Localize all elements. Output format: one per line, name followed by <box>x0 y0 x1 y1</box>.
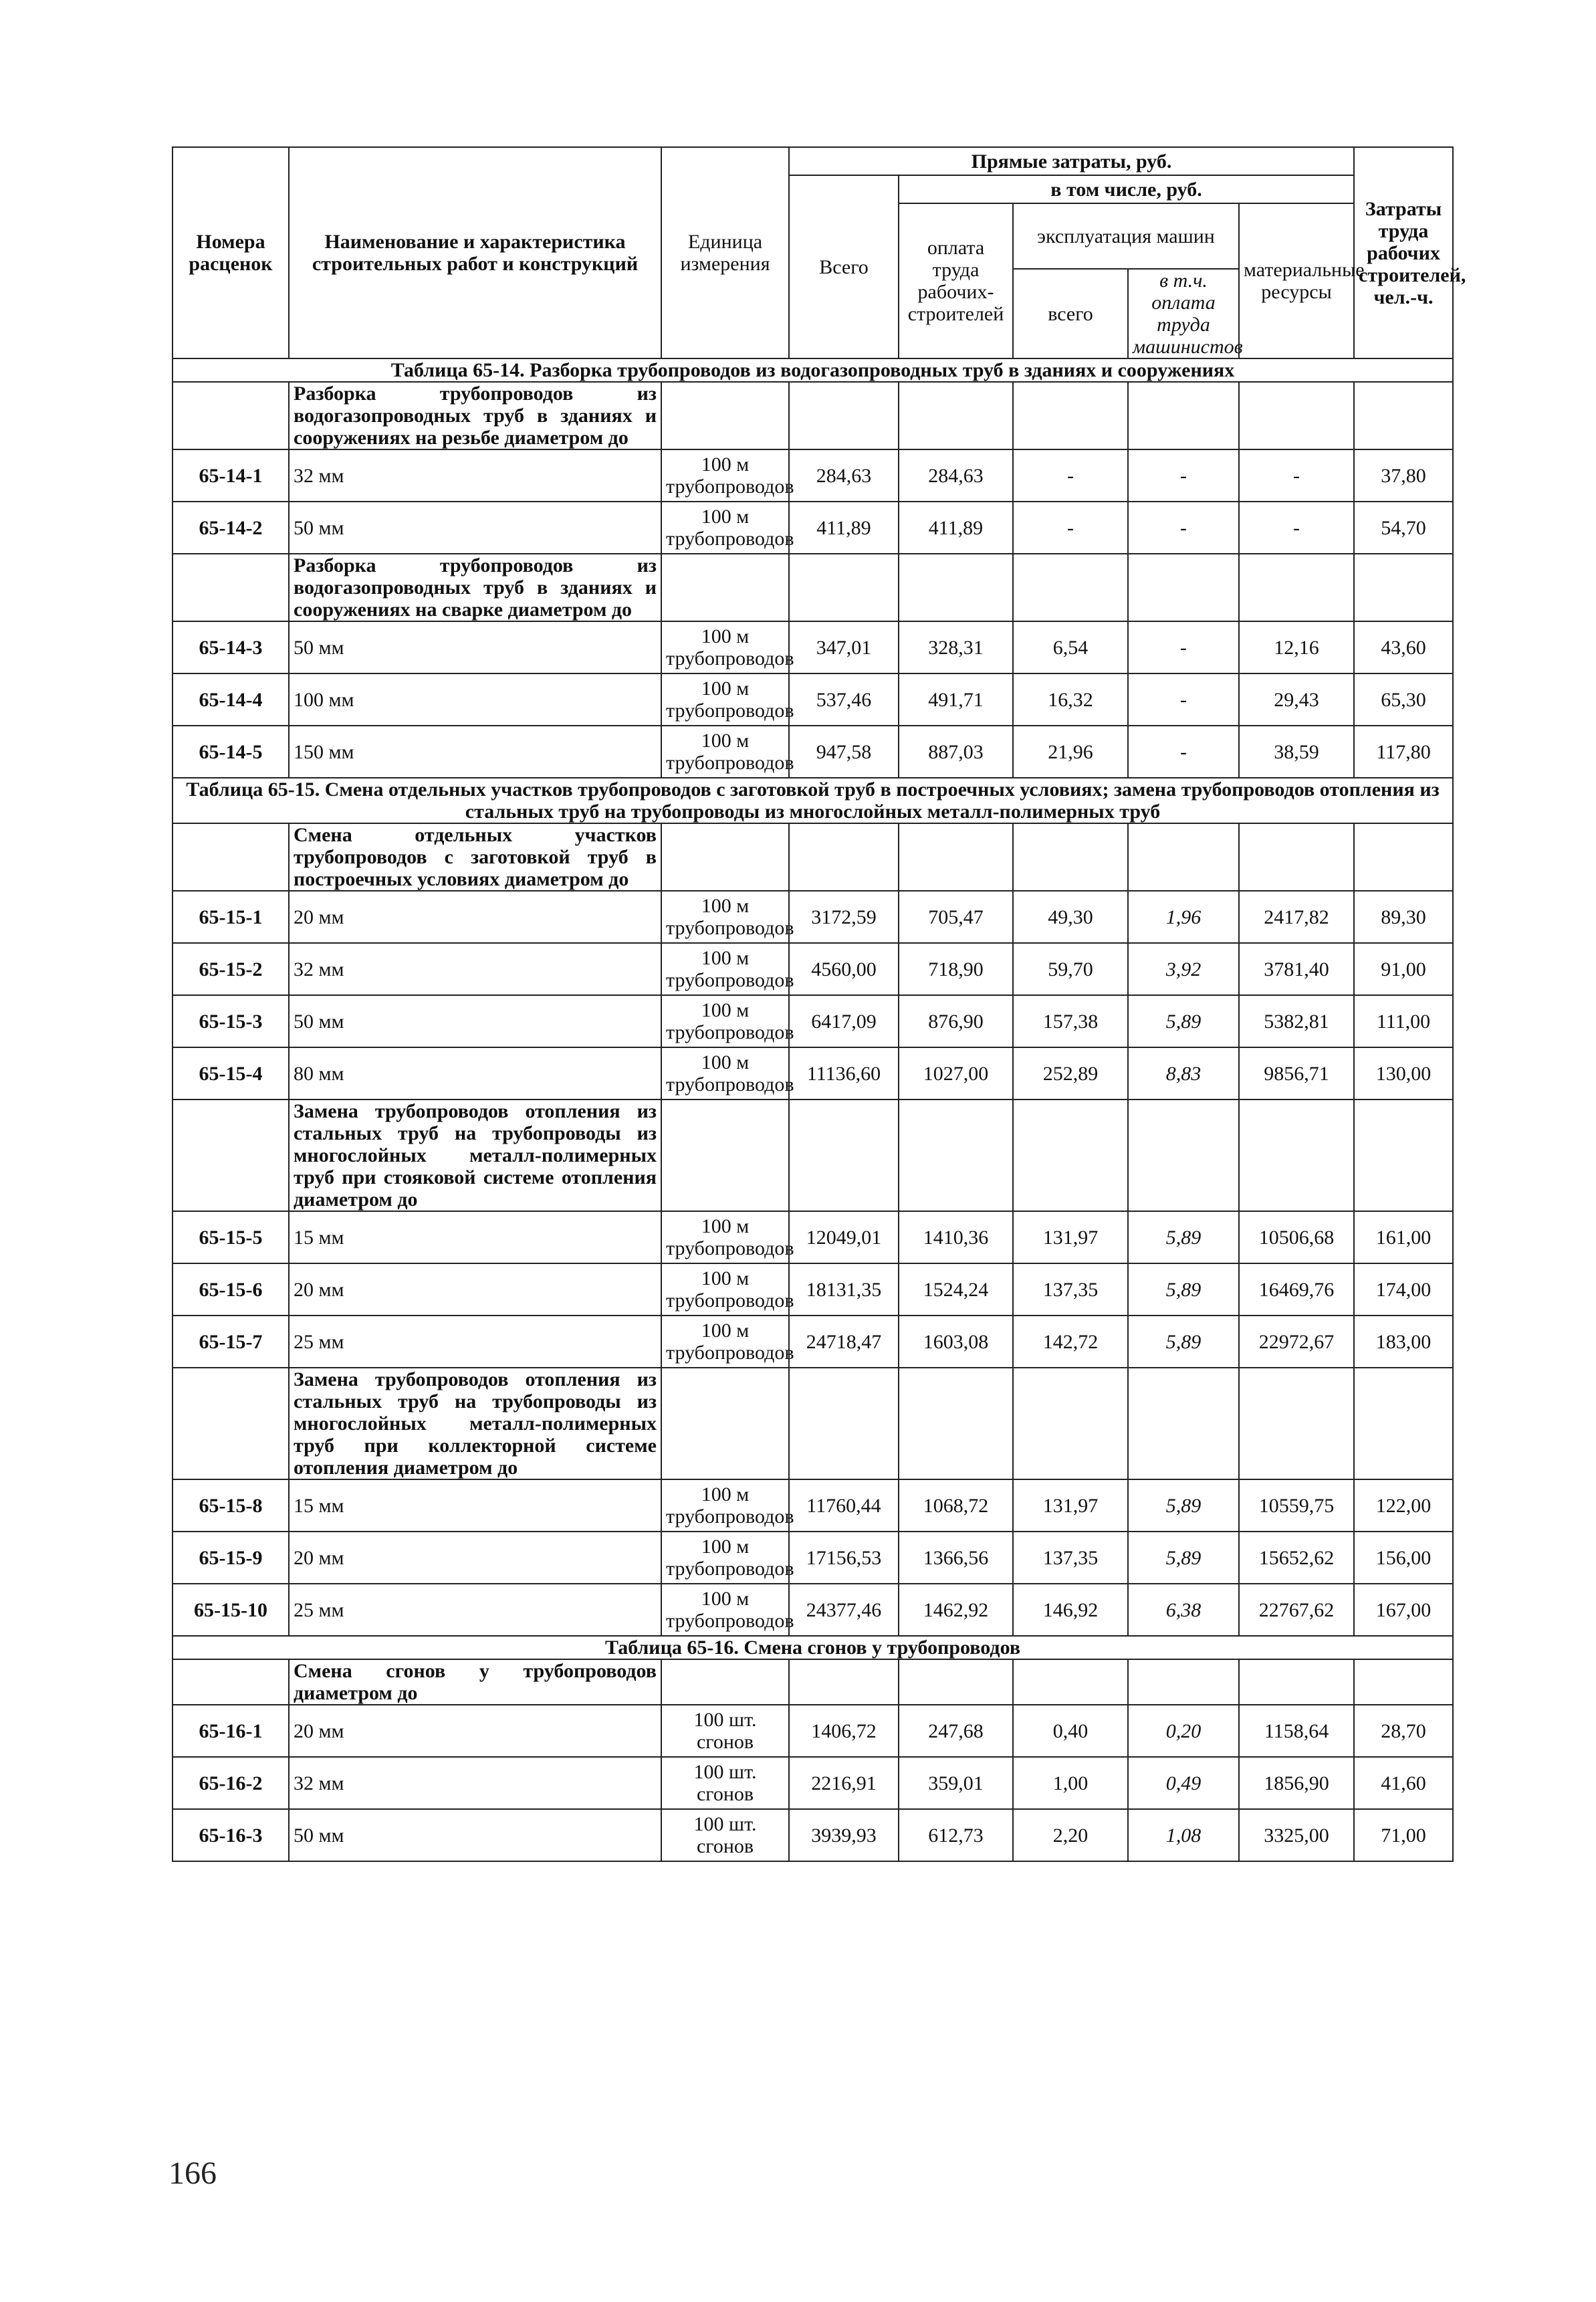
empty-cell <box>1239 823 1354 891</box>
empty-cell <box>1128 1368 1239 1479</box>
cost-total: 947,58 <box>789 726 899 778</box>
cost-materials: 3781,40 <box>1239 943 1354 995</box>
table-row <box>173 1263 1453 1316</box>
rate-code: 65-14-2 <box>173 502 289 554</box>
table-body <box>173 358 1453 1861</box>
table-row <box>173 1316 1453 1368</box>
table-row <box>173 1705 1453 1757</box>
cost-materials: 1158,64 <box>1239 1705 1354 1757</box>
unit-of-measure: 100 м трубопроводов <box>661 1479 789 1532</box>
work-name: 32 мм <box>289 1757 661 1809</box>
cost-wages: 1462,92 <box>899 1584 1013 1636</box>
rate-code: 65-15-8 <box>173 1479 289 1532</box>
table-row <box>173 673 1453 726</box>
work-name: 25 мм <box>289 1316 661 1368</box>
table-row <box>173 1809 1453 1861</box>
cost-total: 3172,59 <box>789 891 899 943</box>
work-name: 32 мм <box>289 449 661 502</box>
labor-hours: 111,00 <box>1354 995 1453 1047</box>
empty-cell <box>1013 823 1128 891</box>
header-code: Номера расценок <box>173 147 289 358</box>
group-heading-row <box>173 1659 1453 1705</box>
empty-cell <box>1239 1659 1354 1705</box>
cost-materials: 1856,90 <box>1239 1757 1354 1809</box>
table-row <box>173 943 1453 995</box>
cost-total: 11136,60 <box>789 1047 899 1100</box>
empty-cell <box>173 554 289 621</box>
cost-total: 411,89 <box>789 502 899 554</box>
cost-machine-wages: - <box>1128 621 1239 673</box>
section-title-row <box>173 358 1453 382</box>
unit-of-measure: 100 м трубопроводов <box>661 1211 789 1263</box>
labor-hours: 71,00 <box>1354 1809 1453 1861</box>
empty-cell <box>661 1100 789 1211</box>
rate-code: 65-15-5 <box>173 1211 289 1263</box>
empty-cell <box>1013 1100 1128 1211</box>
cost-materials: 16469,76 <box>1239 1263 1354 1316</box>
cost-total: 1406,72 <box>789 1705 899 1757</box>
group-heading: Разборка трубопроводов из водогазопроводных труб в зданиях и сооружениях на резьбе диаметром до <box>289 382 661 449</box>
section-title-row <box>173 778 1453 823</box>
table-row <box>173 449 1453 502</box>
rate-code: 65-15-6 <box>173 1263 289 1316</box>
empty-cell <box>789 823 899 891</box>
header-total: Всего <box>789 175 899 358</box>
work-name: 15 мм <box>289 1211 661 1263</box>
empty-cell <box>899 823 1013 891</box>
work-name: 150 мм <box>289 726 661 778</box>
unit-of-measure: 100 м трубопроводов <box>661 1047 789 1100</box>
cost-wages: 1410,36 <box>899 1211 1013 1263</box>
empty-cell <box>173 382 289 449</box>
empty-cell <box>789 382 899 449</box>
cost-machine-wages: 5,89 <box>1128 1479 1239 1532</box>
cost-wages: 1027,00 <box>899 1047 1013 1100</box>
cost-machine-wages: 5,89 <box>1128 1211 1239 1263</box>
cost-wages: 876,90 <box>899 995 1013 1047</box>
cost-machine: 1,00 <box>1013 1757 1128 1809</box>
group-heading-row <box>173 1100 1453 1211</box>
empty-cell <box>899 554 1013 621</box>
cost-machine-wages: 1,08 <box>1128 1809 1239 1861</box>
cost-materials: 12,16 <box>1239 621 1354 673</box>
cost-total: 24718,47 <box>789 1316 899 1368</box>
work-name: 50 мм <box>289 995 661 1047</box>
cost-wages: 1366,56 <box>899 1532 1013 1584</box>
unit-of-measure: 100 шт. сгонов <box>661 1757 789 1809</box>
cost-machine: 49,30 <box>1013 891 1128 943</box>
cost-machine-wages: 5,89 <box>1128 995 1239 1047</box>
cost-wages: 491,71 <box>899 673 1013 726</box>
empty-cell <box>1354 382 1453 449</box>
cost-total: 2216,91 <box>789 1757 899 1809</box>
labor-hours: 183,00 <box>1354 1316 1453 1368</box>
cost-materials: 22972,67 <box>1239 1316 1354 1368</box>
empty-cell <box>1239 1368 1354 1479</box>
table-row <box>173 1211 1453 1263</box>
labor-hours: 54,70 <box>1354 502 1453 554</box>
empty-cell <box>661 554 789 621</box>
group-heading-row <box>173 382 1453 449</box>
cost-machine: - <box>1013 502 1128 554</box>
cost-materials: 9856,71 <box>1239 1047 1354 1100</box>
empty-cell <box>1354 1368 1453 1479</box>
labor-hours: 156,00 <box>1354 1532 1453 1584</box>
unit-of-measure: 100 м трубопроводов <box>661 891 789 943</box>
cost-wages: 359,01 <box>899 1757 1013 1809</box>
cost-total: 17156,53 <box>789 1532 899 1584</box>
group-heading: Смена отдельных участков трубопроводов с заготовкой труб в построечных условиях диаметром до <box>289 823 661 891</box>
cost-wages: 247,68 <box>899 1705 1013 1757</box>
table-header <box>173 147 1466 358</box>
cost-machine-wages: 6,38 <box>1128 1584 1239 1636</box>
cost-materials: 2417,82 <box>1239 891 1354 943</box>
empty-cell <box>899 1368 1013 1479</box>
cost-wages: 705,47 <box>899 891 1013 943</box>
labor-hours: 122,00 <box>1354 1479 1453 1532</box>
cost-machine: 146,92 <box>1013 1584 1128 1636</box>
cost-machine-wages: - <box>1128 502 1239 554</box>
empty-cell <box>1128 554 1239 621</box>
unit-of-measure: 100 м трубопроводов <box>661 1532 789 1584</box>
cost-machine: 131,97 <box>1013 1479 1128 1532</box>
empty-cell <box>173 1368 289 1479</box>
rate-code: 65-15-2 <box>173 943 289 995</box>
empty-cell <box>1354 554 1453 621</box>
empty-cell <box>1128 1659 1239 1705</box>
cost-total: 4560,00 <box>789 943 899 995</box>
cost-machine: 21,96 <box>1013 726 1128 778</box>
rate-code: 65-16-2 <box>173 1757 289 1809</box>
cost-total: 18131,35 <box>789 1263 899 1316</box>
group-heading-row <box>173 823 1453 891</box>
empty-cell <box>789 1659 899 1705</box>
cost-machine: 131,97 <box>1013 1211 1128 1263</box>
cost-machine: 252,89 <box>1013 1047 1128 1100</box>
rate-code: 65-14-5 <box>173 726 289 778</box>
cost-machine-wages: 5,89 <box>1128 1532 1239 1584</box>
labor-hours: 89,30 <box>1354 891 1453 943</box>
work-name: 25 мм <box>289 1584 661 1636</box>
empty-cell <box>173 823 289 891</box>
table-row <box>173 891 1453 943</box>
rate-code: 65-15-10 <box>173 1584 289 1636</box>
labor-hours: 117,80 <box>1354 726 1453 778</box>
work-name: 80 мм <box>289 1047 661 1100</box>
unit-of-measure: 100 шт. сгонов <box>661 1809 789 1861</box>
unit-of-measure: 100 м трубопроводов <box>661 726 789 778</box>
empty-cell <box>1239 1100 1354 1211</box>
rate-code: 65-14-1 <box>173 449 289 502</box>
unit-of-measure: 100 м трубопроводов <box>661 1316 789 1368</box>
group-heading-row <box>173 554 1453 621</box>
cost-wages: 1068,72 <box>899 1479 1013 1532</box>
header-labor: Затраты труда рабочих строителей, чел.-ч. <box>1354 147 1453 358</box>
cost-machine: 142,72 <box>1013 1316 1128 1368</box>
empty-cell <box>1239 382 1354 449</box>
labor-hours: 43,60 <box>1354 621 1453 673</box>
empty-cell <box>1013 554 1128 621</box>
table-row <box>173 1532 1453 1584</box>
labor-hours: 174,00 <box>1354 1263 1453 1316</box>
labor-hours: 37,80 <box>1354 449 1453 502</box>
work-name: 50 мм <box>289 1809 661 1861</box>
cost-materials: 10506,68 <box>1239 1211 1354 1263</box>
cost-machine-wages: 5,89 <box>1128 1263 1239 1316</box>
empty-cell <box>1354 1100 1453 1211</box>
group-heading-row <box>173 1368 1453 1479</box>
cost-total: 284,63 <box>789 449 899 502</box>
labor-hours: 167,00 <box>1354 1584 1453 1636</box>
rate-code: 65-16-3 <box>173 1809 289 1861</box>
empty-cell <box>1013 382 1128 449</box>
table-row <box>173 621 1453 673</box>
cost-machine: 137,35 <box>1013 1263 1128 1316</box>
work-name: 100 мм <box>289 673 661 726</box>
empty-cell <box>661 1659 789 1705</box>
cost-wages: 612,73 <box>899 1809 1013 1861</box>
empty-cell <box>661 382 789 449</box>
header-machine-total: всего <box>1013 269 1128 358</box>
rate-code: 65-16-1 <box>173 1705 289 1757</box>
cost-machine-wages: 3,92 <box>1128 943 1239 995</box>
table-row <box>173 1584 1453 1636</box>
unit-of-measure: 100 шт. сгонов <box>661 1705 789 1757</box>
labor-hours: 41,60 <box>1354 1757 1453 1809</box>
cost-wages: 887,03 <box>899 726 1013 778</box>
table-row <box>173 726 1453 778</box>
table-row <box>173 995 1453 1047</box>
cost-materials: 29,43 <box>1239 673 1354 726</box>
cost-machine: 59,70 <box>1013 943 1128 995</box>
unit-of-measure: 100 м трубопроводов <box>661 943 789 995</box>
labor-hours: 130,00 <box>1354 1047 1453 1100</box>
empty-cell <box>1013 1368 1128 1479</box>
section-title: Таблица 65-16. Смена сгонов у трубопроводов <box>173 1636 1453 1659</box>
rate-code: 65-15-7 <box>173 1316 289 1368</box>
group-heading: Замена трубопроводов отопления из стальных труб на трубопроводы из многослойных металл-полимерных труб при стояковой системе отопления диаметром до <box>289 1100 661 1211</box>
table-row <box>173 502 1453 554</box>
empty-cell <box>899 382 1013 449</box>
cost-materials: - <box>1239 449 1354 502</box>
work-name: 20 мм <box>289 891 661 943</box>
labor-hours: 91,00 <box>1354 943 1453 995</box>
cost-machine-wages: 0,49 <box>1128 1757 1239 1809</box>
header-machine-ops: эксплуатация машин <box>1013 203 1239 269</box>
cost-total: 11760,44 <box>789 1479 899 1532</box>
empty-cell <box>661 1368 789 1479</box>
empty-cell <box>1239 554 1354 621</box>
rates-table <box>172 146 1466 1862</box>
header-name: Наименование и характеристика строительных работ и конструкций <box>289 147 661 358</box>
cost-materials: 15652,62 <box>1239 1532 1354 1584</box>
labor-hours: 28,70 <box>1354 1705 1453 1757</box>
empty-cell <box>661 823 789 891</box>
cost-wages: 718,90 <box>899 943 1013 995</box>
cost-wages: 1603,08 <box>899 1316 1013 1368</box>
header-machine-wages: в т.ч. оплата труда машинистов <box>1128 269 1239 358</box>
cost-machine-wages: - <box>1128 449 1239 502</box>
unit-of-measure: 100 м трубопроводов <box>661 673 789 726</box>
cost-total: 3939,93 <box>789 1809 899 1861</box>
section-title: Таблица 65-14. Разборка трубопроводов из водогазопроводных труб в зданиях и сооружениях <box>173 358 1453 382</box>
rate-code: 65-15-3 <box>173 995 289 1047</box>
labor-hours: 65,30 <box>1354 673 1453 726</box>
empty-cell <box>789 554 899 621</box>
group-heading: Смена сгонов у трубопроводов диаметром до <box>289 1659 661 1705</box>
cost-materials: - <box>1239 502 1354 554</box>
work-name: 20 мм <box>289 1263 661 1316</box>
empty-cell <box>1354 823 1453 891</box>
group-heading: Разборка трубопроводов из водогазопроводных труб в зданиях и сооружениях на сварке диаметром до <box>289 554 661 621</box>
header-wages: оплата труда рабочих-строителей <box>899 203 1013 358</box>
cost-machine: 137,35 <box>1013 1532 1128 1584</box>
empty-cell <box>899 1100 1013 1211</box>
empty-cell <box>899 1659 1013 1705</box>
unit-of-measure: 100 м трубопроводов <box>661 449 789 502</box>
empty-cell <box>1128 823 1239 891</box>
cost-total: 537,46 <box>789 673 899 726</box>
cost-wages: 411,89 <box>899 502 1013 554</box>
work-name: 50 мм <box>289 502 661 554</box>
cost-machine: 16,32 <box>1013 673 1128 726</box>
section-title: Таблица 65-15. Смена отдельных участков трубопроводов с заготовкой труб в построечных условиях; замена трубопроводов отопления из стальных труб на трубопроводы из многослойных металл-полимерных труб <box>173 778 1453 823</box>
work-name: 20 мм <box>289 1532 661 1584</box>
cost-machine: 0,40 <box>1013 1705 1128 1757</box>
cost-machine: 6,54 <box>1013 621 1128 673</box>
rate-code: 65-14-4 <box>173 673 289 726</box>
cost-total: 12049,01 <box>789 1211 899 1263</box>
cost-machine-wages: 0,20 <box>1128 1705 1239 1757</box>
empty-cell <box>1354 1659 1453 1705</box>
cost-machine: 157,38 <box>1013 995 1128 1047</box>
labor-hours: 161,00 <box>1354 1211 1453 1263</box>
cost-materials: 38,59 <box>1239 726 1354 778</box>
header-incl: в том числе, руб. <box>899 175 1354 203</box>
unit-of-measure: 100 м трубопроводов <box>661 995 789 1047</box>
empty-cell <box>173 1659 289 1705</box>
cost-machine: - <box>1013 449 1128 502</box>
work-name: 15 мм <box>289 1479 661 1532</box>
section-title-row <box>173 1636 1453 1659</box>
work-name: 32 мм <box>289 943 661 995</box>
empty-cell <box>789 1100 899 1211</box>
header-materials: материальные ресурсы <box>1239 203 1354 358</box>
rate-code: 65-15-9 <box>173 1532 289 1584</box>
cost-machine-wages: - <box>1128 726 1239 778</box>
cost-wages: 284,63 <box>899 449 1013 502</box>
empty-cell <box>1013 1659 1128 1705</box>
work-name: 20 мм <box>289 1705 661 1757</box>
empty-cell <box>173 1100 289 1211</box>
cost-wages: 328,31 <box>899 621 1013 673</box>
cost-total: 6417,09 <box>789 995 899 1047</box>
cost-materials: 3325,00 <box>1239 1809 1354 1861</box>
cost-machine: 2,20 <box>1013 1809 1128 1861</box>
unit-of-measure: 100 м трубопроводов <box>661 502 789 554</box>
empty-cell <box>1128 382 1239 449</box>
rate-code: 65-15-1 <box>173 891 289 943</box>
cost-total: 347,01 <box>789 621 899 673</box>
unit-of-measure: 100 м трубопроводов <box>661 1263 789 1316</box>
cost-machine-wages: 5,89 <box>1128 1316 1239 1368</box>
cost-wages: 1524,24 <box>899 1263 1013 1316</box>
cost-machine-wages: 1,96 <box>1128 891 1239 943</box>
cost-materials: 22767,62 <box>1239 1584 1354 1636</box>
rate-code: 65-14-3 <box>173 621 289 673</box>
cost-materials: 5382,81 <box>1239 995 1354 1047</box>
cost-machine-wages: - <box>1128 673 1239 726</box>
empty-cell <box>789 1368 899 1479</box>
cost-total: 24377,46 <box>789 1584 899 1636</box>
unit-of-measure: 100 м трубопроводов <box>661 621 789 673</box>
unit-of-measure: 100 м трубопроводов <box>661 1584 789 1636</box>
cost-machine-wages: 8,83 <box>1128 1047 1239 1100</box>
page-number: 166 <box>168 2156 217 2191</box>
header-direct-costs: Прямые затраты, руб. <box>789 147 1354 175</box>
work-name: 50 мм <box>289 621 661 673</box>
group-heading: Замена трубопроводов отопления из стальных труб на трубопроводы из многослойных металл-полимерных труб при коллекторной системе отопления диаметром до <box>289 1368 661 1479</box>
table-row <box>173 1479 1453 1532</box>
cost-materials: 10559,75 <box>1239 1479 1354 1532</box>
table-row <box>173 1757 1453 1809</box>
empty-cell <box>1128 1100 1239 1211</box>
header-unit: Единица измерения <box>661 147 789 358</box>
table-row <box>173 1047 1453 1100</box>
rate-code: 65-15-4 <box>173 1047 289 1100</box>
